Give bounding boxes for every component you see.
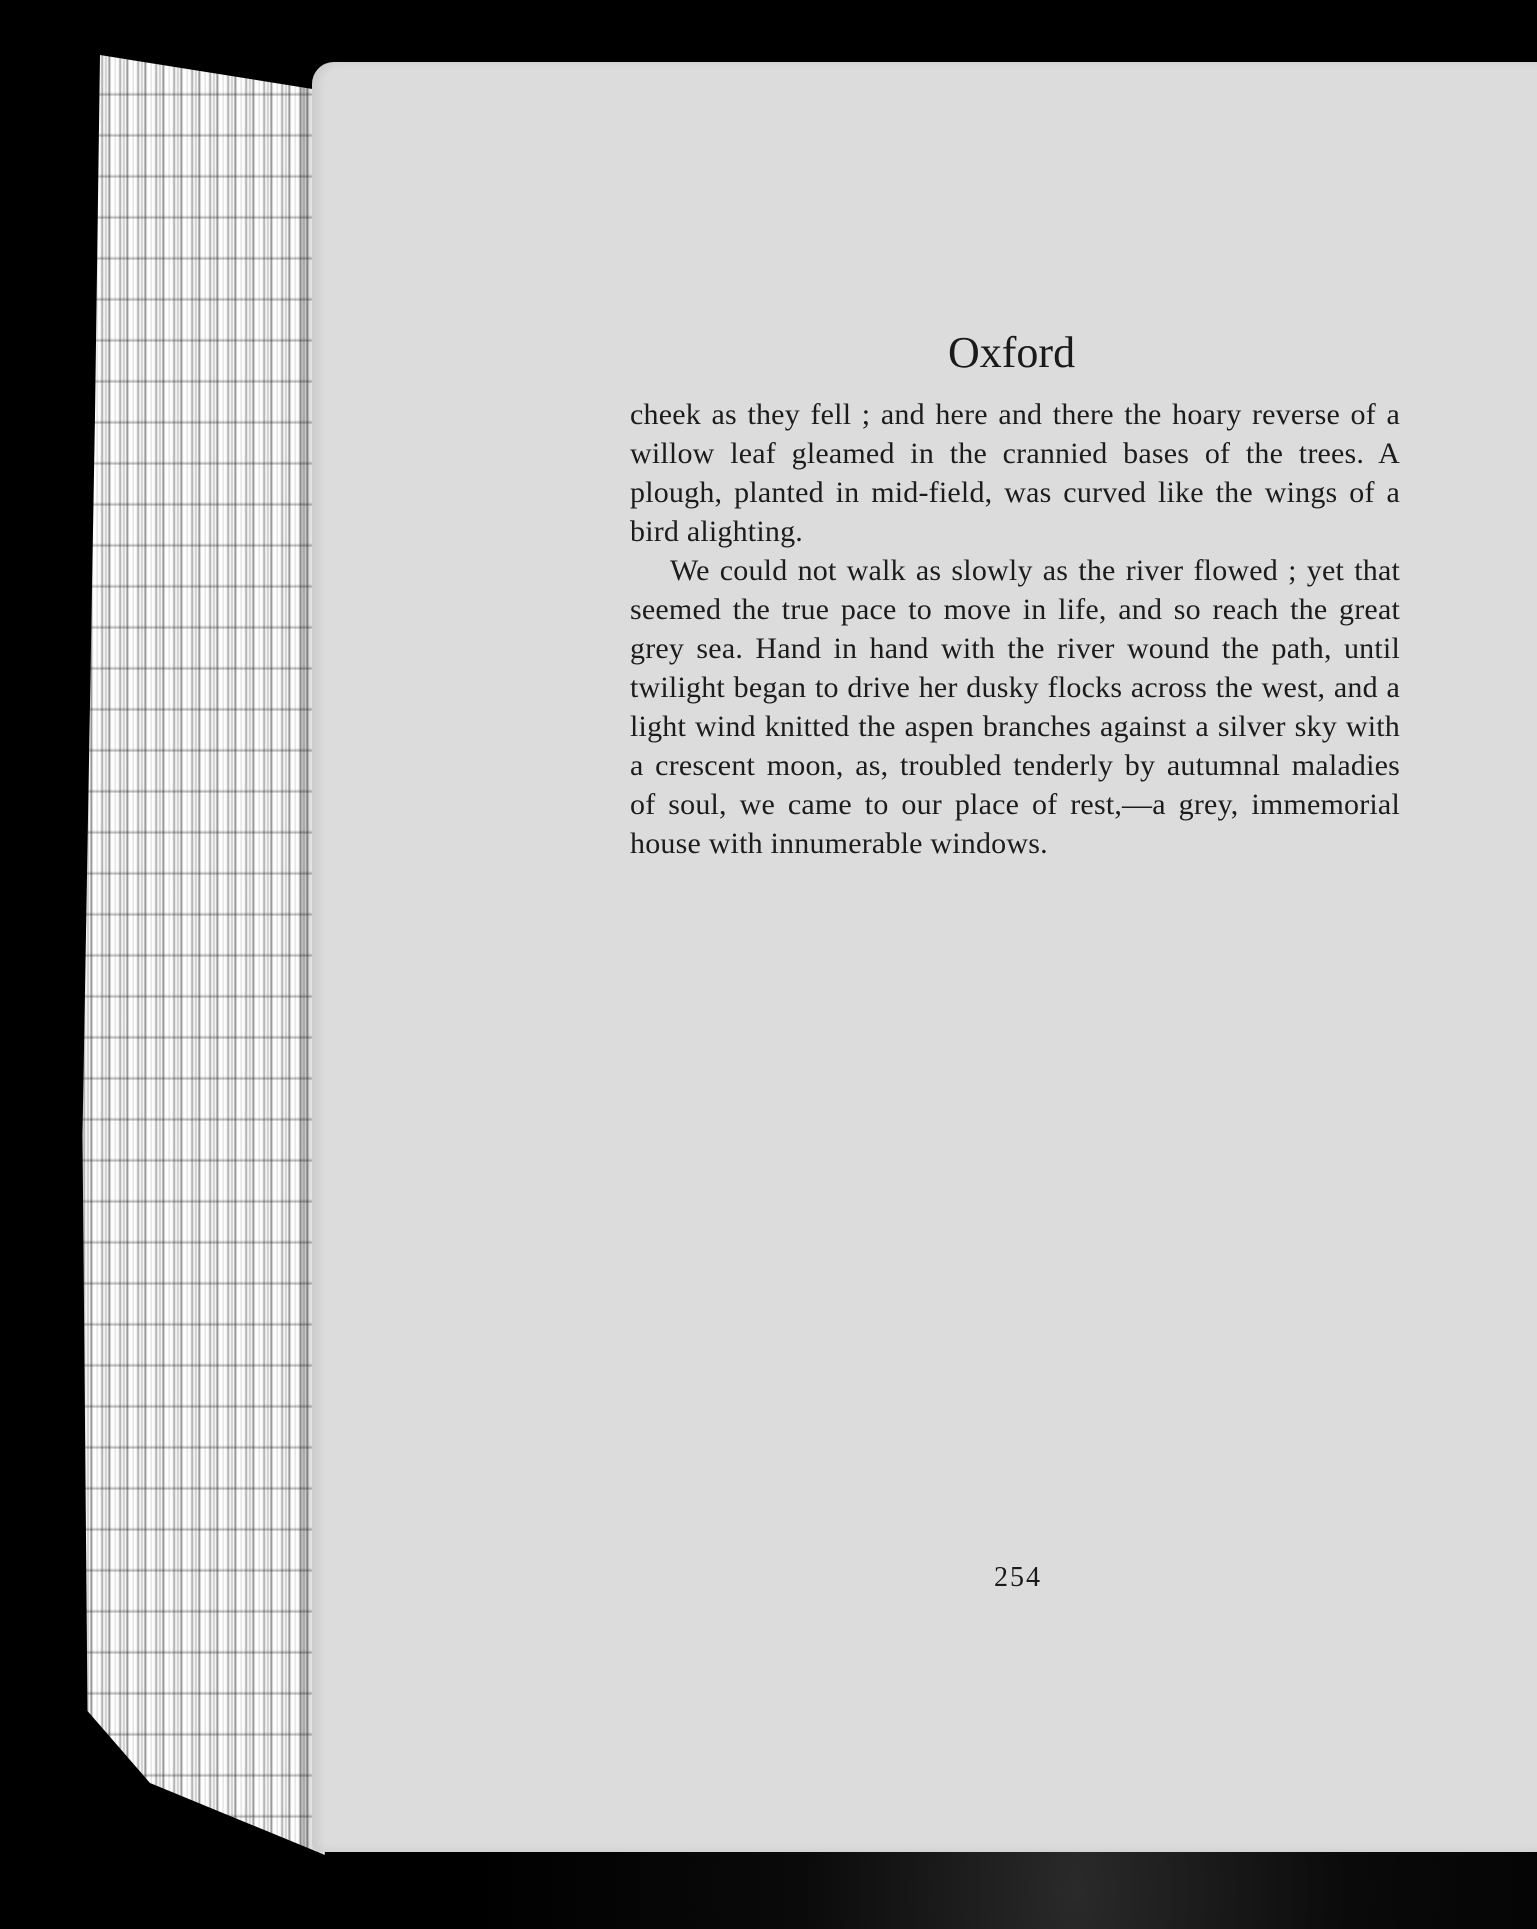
book-page — [312, 62, 1537, 1852]
paragraph-1: cheek as they fell ; and here and there the hoary reverse of a willow leaf gleamed in the crannied bases of the trees. A plough, planted in mid-field, was curved like the wings of a bird alighting. — [630, 398, 1400, 548]
paragraph-2: We could not walk as slowly as the river flowed ; yet that seemed the true pace to move in life, and so reach the great grey sea. Hand in hand with the river wound the path, until twilight began to drive her dusky flocks across the west, and a light wind knitted the aspen branches against a silver sky with a crescent moon, as, troubled tenderly by autumnal maladies of soul, we came to our place of rest,—a grey, immemorial house with innumerable windows. — [630, 554, 1400, 860]
book-fore-edge — [75, 55, 325, 1855]
page-number: 254 — [994, 1562, 1042, 1593]
body-text — [630, 395, 1400, 863]
running-head-text: Oxford — [948, 328, 1076, 377]
